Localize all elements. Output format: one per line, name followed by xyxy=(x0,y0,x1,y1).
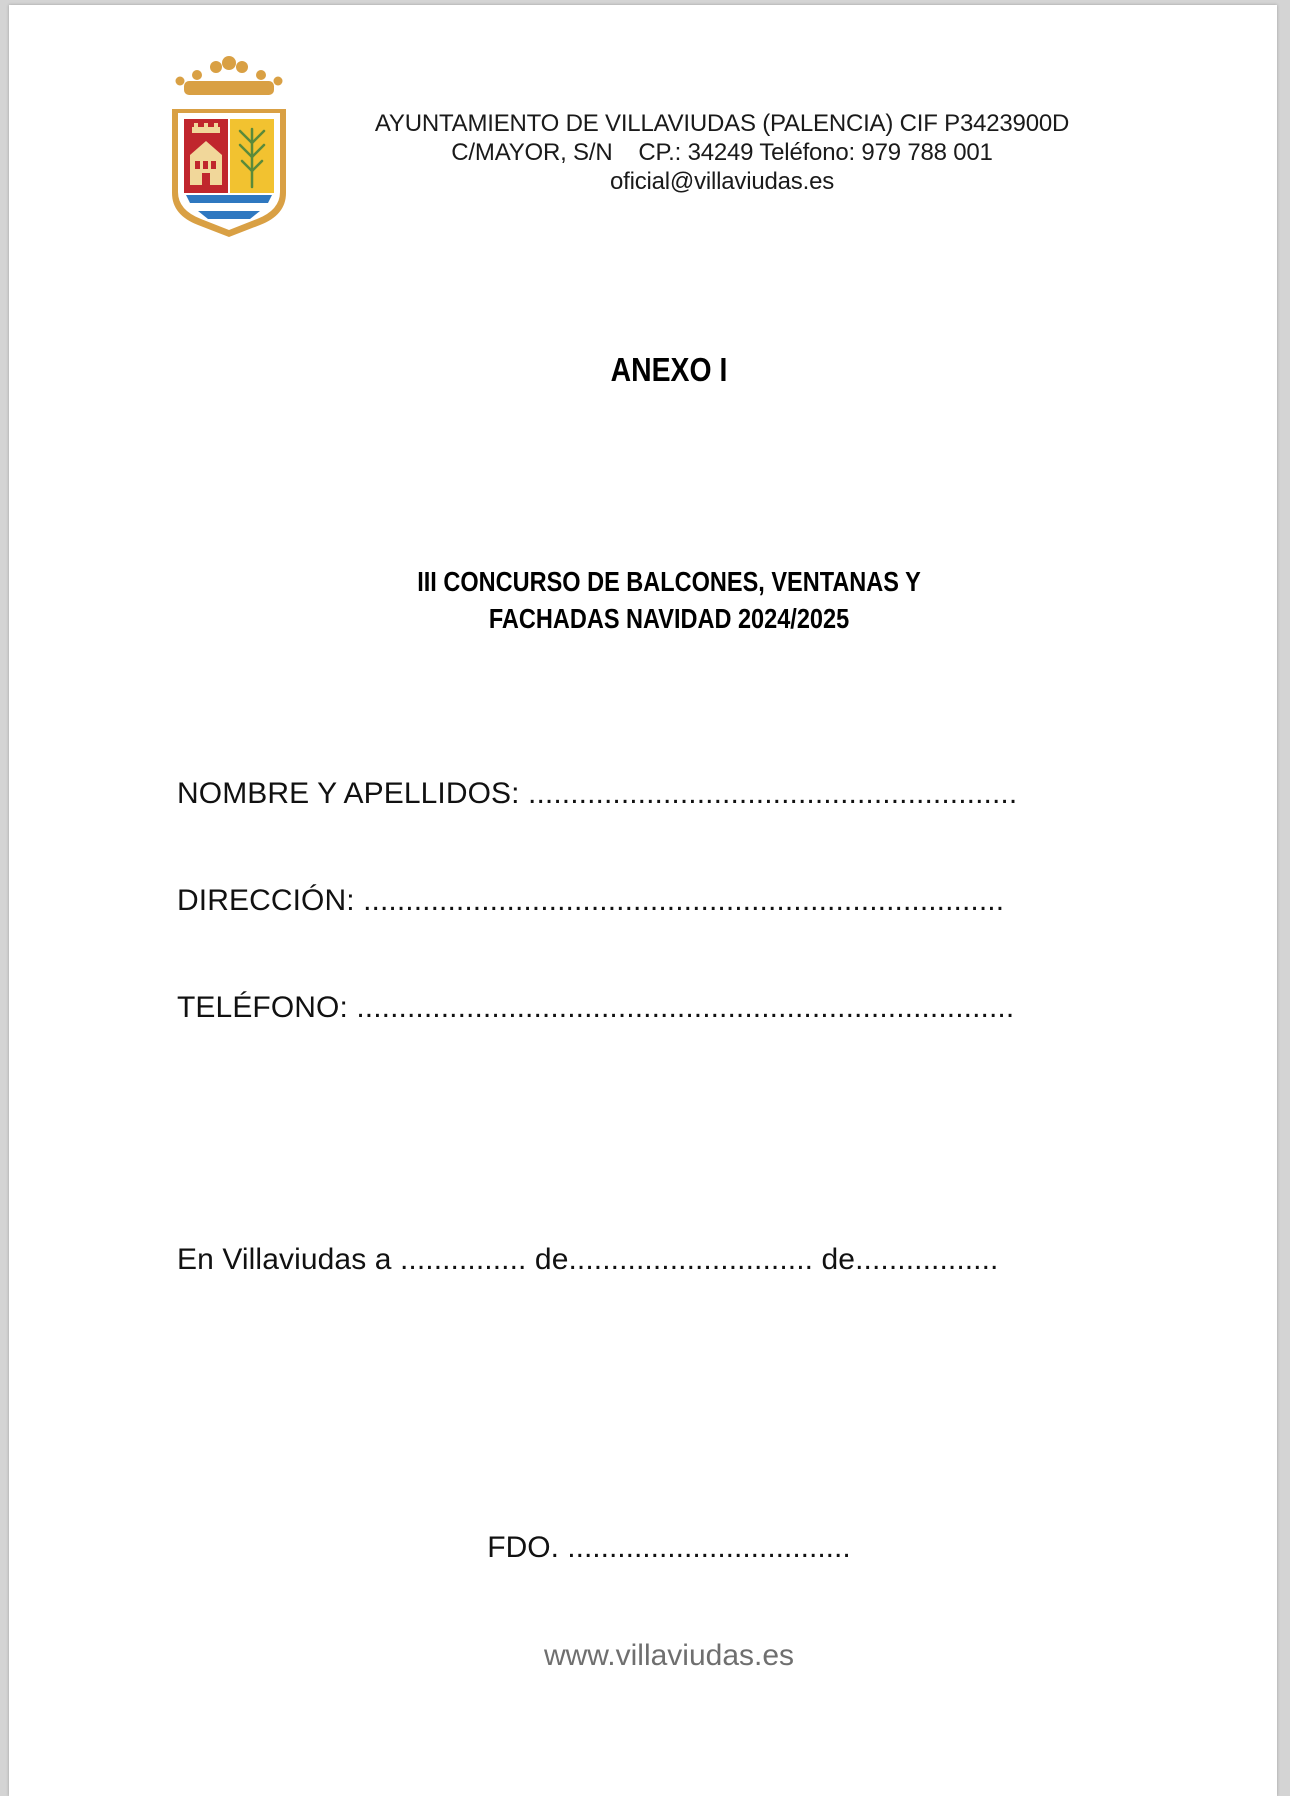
name-field[interactable]: NOMBRE Y APELLIDOS: .......................................................... xyxy=(177,777,1018,810)
contest-title-line-1: III CONCURSO DE BALCONES, VENTANAS Y xyxy=(417,566,921,597)
municipality-header xyxy=(309,109,1135,196)
contest-title xyxy=(115,563,1224,637)
crown-icon xyxy=(176,56,283,95)
header-email: oficial@villaviudas.es xyxy=(609,168,835,195)
contest-title-line-2: FACHADAS NAVIDAD 2024/2025 xyxy=(488,603,850,634)
signature-field[interactable]: FDO. .................................. xyxy=(487,1531,851,1564)
address-field[interactable]: DIRECCIÓN: ............................................................................ xyxy=(177,884,1005,917)
annex-title: ANEXO I xyxy=(610,351,728,388)
date-field[interactable]: En Villaviudas a ............... de............................. de................. xyxy=(177,1243,999,1276)
header-line-address: AYUNTAMIENTO DE VILLAVIUDAS (PALENCIA) CIF P3423900D xyxy=(374,110,1070,137)
footer-website: www.villaviudas.es xyxy=(543,1639,795,1672)
coat-of-arms-icon xyxy=(164,53,294,237)
header-line-contact: C/MAYOR, S/N CP.: 34249 Teléfono: 979 788 001 xyxy=(451,139,993,166)
phone-field[interactable]: TELÉFONO: .............................................................................. xyxy=(177,991,1015,1024)
document-page xyxy=(9,5,1277,1796)
